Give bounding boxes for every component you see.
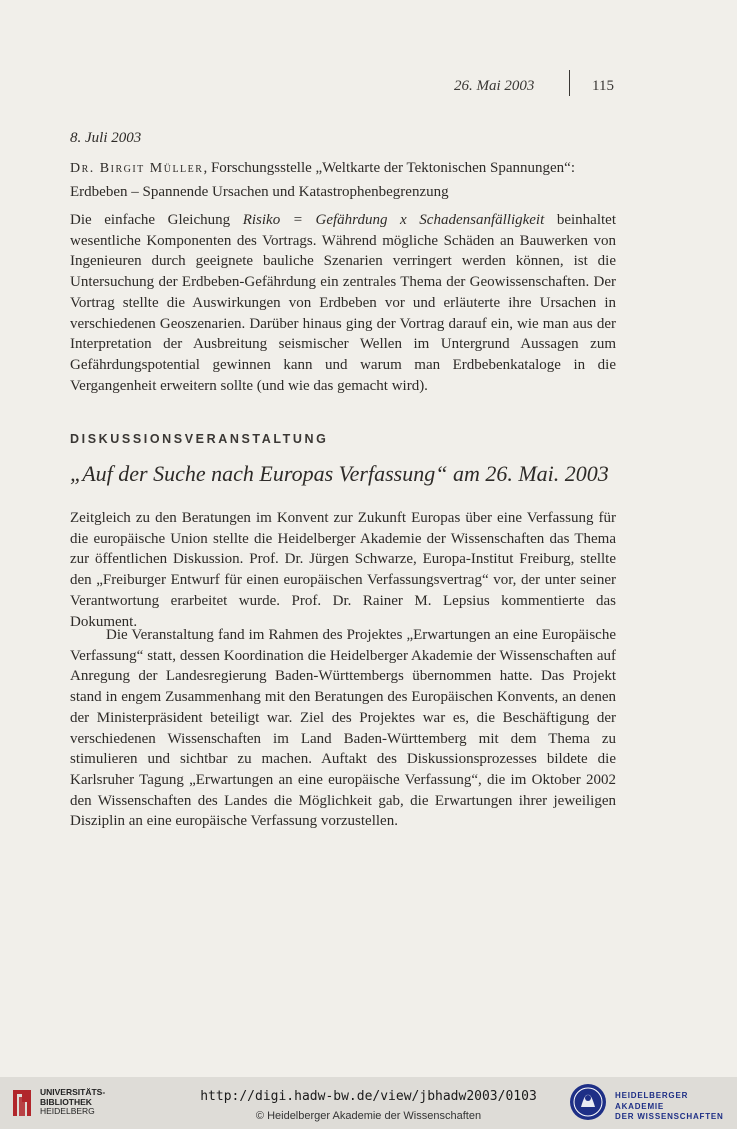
section-paragraph-1: Zeitgleich zu den Beratungen im Konvent zur Zukunft Europas über eine Verfassung für die europäische Union stellte die Heidelberger Akademie der Wissenschaften das Thema zur öffentlichen Diskussion. Prof. Dr. Jürgen Schwarze, Europa-Institut Freiburg, stellte den „Freiburger Entwurf für einen europäischen Verfassungsvertrag“ vor, der unter seiner Verantwortung erarbeitet wurde. Prof. Dr. Rainer M. Lepsius kommentierte das Dokument. xyxy=(70,510,616,630)
section-label: DISKUSSIONSVERANSTALTUNG xyxy=(70,432,329,446)
entry-author-line xyxy=(70,158,616,180)
section-paragraph-2: Die Veranstaltung fand im Rahmen des Projektes „Erwartungen an eine Europäische Verfassung“ statt, dessen Koordination die Heidelberger Akademie der Wissenschaften auf Anregung der Landesregierung Baden-Württembergs übernommen hatte. Das Projekt stand in engem Zusammenhang mit den Beratungen des Europäischen Konvents, an denen der Ministerpräsident beteiligt war. Ziel des Projektes war es, die Beschäftigung der verschiedenen Wissenschaften im Land Baden-Württemberg mit dem Thema zu stimulieren und sichtbar zu machen. Auftakt des Diskussionsprozesses bildete die Karlsruher Tagung „Erwartungen an eine europäische Verfassung“, die im Oktober 2002 den Wissenschaften des Landes die Möglichkeit gab, die Erwartungen ihrer jeweiligen Disziplin an eine europäische Verfassung vorzustellen. xyxy=(70,627,616,830)
page-number: 115 xyxy=(592,78,614,94)
academy-name-line1: HEIDELBERGER AKADEMIE xyxy=(615,1091,689,1111)
entry-author: Dr. Birgit Müller xyxy=(70,161,204,176)
library-name-line3: HEIDELBERG xyxy=(40,1106,95,1116)
entry-date: 8. Juli 2003 xyxy=(70,130,142,146)
academy-name xyxy=(615,1091,737,1123)
entry-paragraph-intro: Die einfache Gleichung xyxy=(70,212,243,228)
entry-paragraph-rest: beinhaltet wesentliche Komponenten des Vortrags. Während mögliche Schäden an Bauwerken von Ingenieuren durch geeignete bauliche Szenarien verringert werden können, ist die Untersuchung der Erdbeben-Gefährdung ein zentrales Thema der Geowissenschaften. Der Vortrag stellte die Auswirkungen von Erdbeben vor und erläuterte ihre Ursachen in verschiedenen Geoszenarien. Darüber hinaus ging der Vortrag darauf ein, wie man aus der Interpretation der Ausbreitung seismischer Wellen im Untergrund Aussagen zum Gefährdungspotential gewinnen kann und warum man Erdbebenkataloge in die Vergangenheit erweitern sollte (und wie das gemacht wird). xyxy=(70,212,616,394)
library-name-line2: BIBLIOTHEK xyxy=(40,1096,92,1107)
copyright-notice: © Heidelberger Akademie der Wissenschaften xyxy=(255,1110,482,1122)
academy-name-line2: DER WISSENSCHAFTEN xyxy=(615,1112,724,1121)
running-header-date: 26. Mai 2003 xyxy=(454,78,535,94)
entry-affiliation: , Forschungsstelle „Weltkarte der Tektonischen Spannungen“: xyxy=(203,160,575,176)
entry-subtitle: Erdbeben – Spannende Ursachen und Katastrophenbegrenzung xyxy=(70,184,449,200)
section-title: „Auf der Suche nach Europas Verfassung“ am 26. Mai. 2003 xyxy=(70,461,609,486)
entry-formula: Risiko = Gefährdung x Schadensanfälligkeit xyxy=(242,212,545,228)
academy-seal-icon xyxy=(569,1083,607,1121)
header-divider xyxy=(569,70,570,96)
library-name-line1: UNIVERSITÄTS- xyxy=(40,1087,106,1097)
entry-paragraph xyxy=(70,210,616,396)
permalink-url[interactable]: http://digi.hadw-bw.de/view/jbhadw2003/0103 xyxy=(200,1089,537,1104)
